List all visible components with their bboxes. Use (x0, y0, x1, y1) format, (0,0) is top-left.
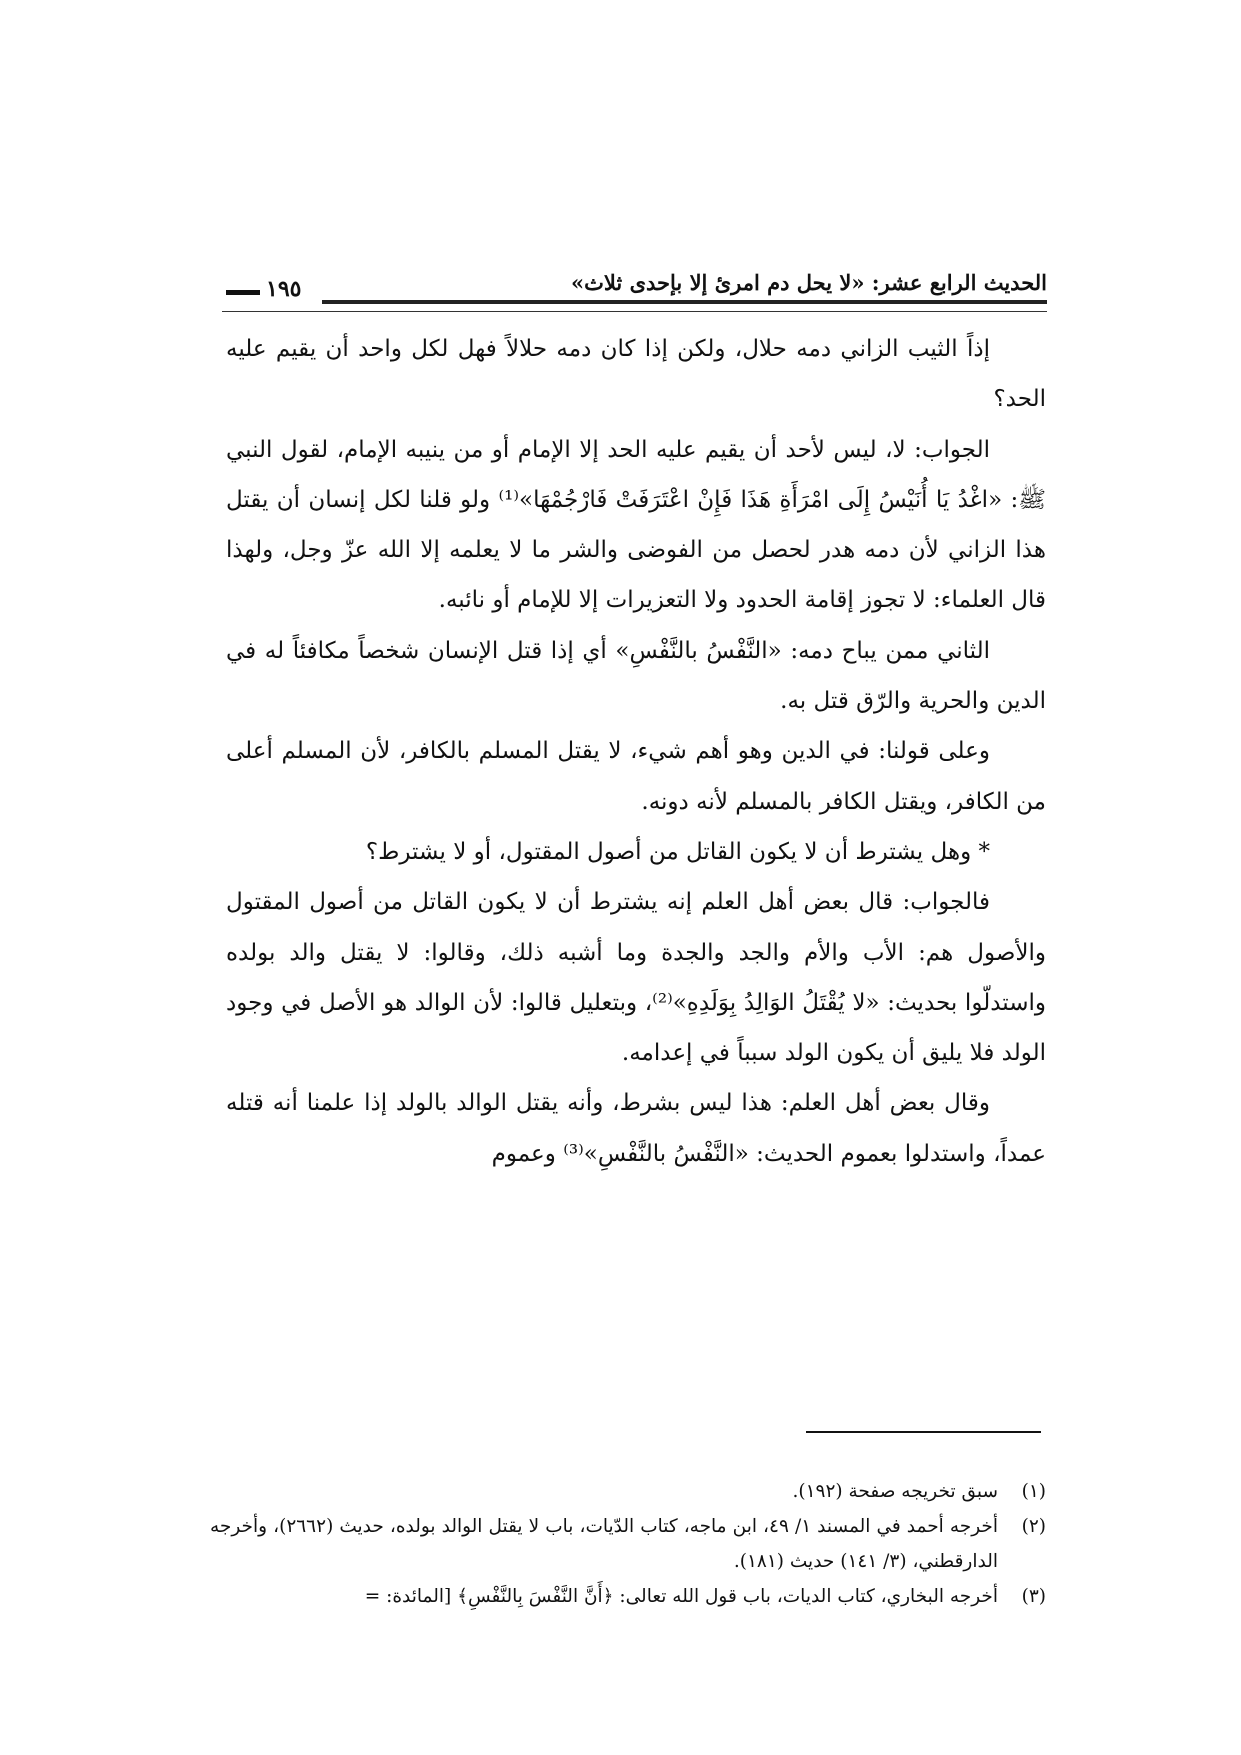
footnote-number: (٢) (1021, 1516, 1046, 1537)
page-number: ١٩٥ (266, 276, 302, 302)
paragraph-2: الجواب: لا، ليس لأحد أن يقيم عليه الحد إلا الإمام أو من ينيبه الإمام، لقول النبي ﷺ: «اغْدُ يَا أُنَيْسُ إِلَى امْرَأَةِ هَذَا فَإِنْ اعْتَرَفَتْ فَارْجُمْهَا»⁽¹⁾ ولو قلنا لكل إنسان أن يقتل هذا الزاني لأن دمه هدر لحصل من الفوضى والشر ما لا يعلمه إلا الله عزّ وجل، ولهذا قال العلماء: لا تجوز إقامة الحدود ولا التعزيرات إلا للإمام أو نائبه. (226, 436, 1046, 614)
paragraph-4: وعلى قولنا: في الدين وهو أهم شيء، لا يقتل المسلم بالكافر، لأن المسلم أعلى من الكافر، ويقتل الكافر بالمسلم لأنه دونه. (226, 738, 1046, 815)
footnote-text: أخرجه البخاري، كتاب الديات، باب قول الله تعالى: ﴿أَنَّ النَّفْسَ بِالنَّفْسِ﴾ [المائدة: = (364, 1586, 998, 1607)
paragraph-3: الثاني ممن يباح دمه: «النَّفْسُ بالنَّفْسِ» أي إذا قتل الإنسان شخصاً مكافئاً له في الدين والحرية والرّق قتل به. (226, 637, 1046, 715)
footnote-number: (٣) (1021, 1586, 1046, 1607)
page-number-dash (226, 290, 260, 295)
paragraph-7: وقال بعض أهل العلم: هذا ليس بشرط، وأنه يقتل الوالد بالولد إذا علمنا أنه قتله عمداً، واستدلوا بعموم الحديث: «النَّفْسُ بالنَّفْسِ»⁽³⁾ وعموم (226, 1090, 1046, 1167)
footnote-text: سبق تخريجه صفحة (١٩٢). (792, 1481, 998, 1502)
footnote-text: أخرجه أحمد في المسند ١/ ٤٩، ابن ماجه، كتاب الدّيات، باب لا يقتل الوالد بولده، حديث (٢٦٦٢)، وأخرجه الدارقطني، (٣/ ١٤١) حديث (١٨١). (210, 1516, 998, 1572)
footnote-3 (210, 1579, 1046, 1614)
header-thin-rule (222, 311, 1047, 312)
header-rule (322, 300, 1047, 304)
main-text (226, 324, 1046, 1179)
footnote-2 (210, 1509, 1046, 1579)
paragraph-6: فالجواب: قال بعض أهل العلم إنه يشترط أن لا يكون القاتل من أصول المقتول والأصول هم: الأب والأم والجد والجدة وما أشبه ذلك، وقالوا: لا يقتل والد بولده واستدلّوا بحديث: «لا يُقْتَلُ الوَالِدُ بِوَلَدِهِ»⁽²⁾، وبتعليل قالوا: لأن الوالد هو الأصل في وجود الولد فلا يليق أن يكون الولد سبباً في إعدامه. (226, 889, 1046, 1067)
footnote-number: (١) (1021, 1481, 1046, 1502)
paragraph-5: * وهل يشترط أن لا يكون القاتل من أصول المقتول، أو لا يشترط؟ (365, 838, 990, 865)
running-header (222, 268, 1047, 308)
header-title: الحديث الرابع عشر: «لا يحل دم امرئ إلا بإحدى ثلاث» (571, 270, 1047, 295)
footnote-1 (210, 1474, 1046, 1509)
paragraph-1: إذاً الثيب الزاني دمه حلال، ولكن إذا كان دمه حلالاً فهل لكل واحد أن يقيم عليه الحد؟ (226, 336, 1046, 413)
footnotes (210, 1474, 1046, 1614)
footnote-separator (806, 1431, 1041, 1433)
